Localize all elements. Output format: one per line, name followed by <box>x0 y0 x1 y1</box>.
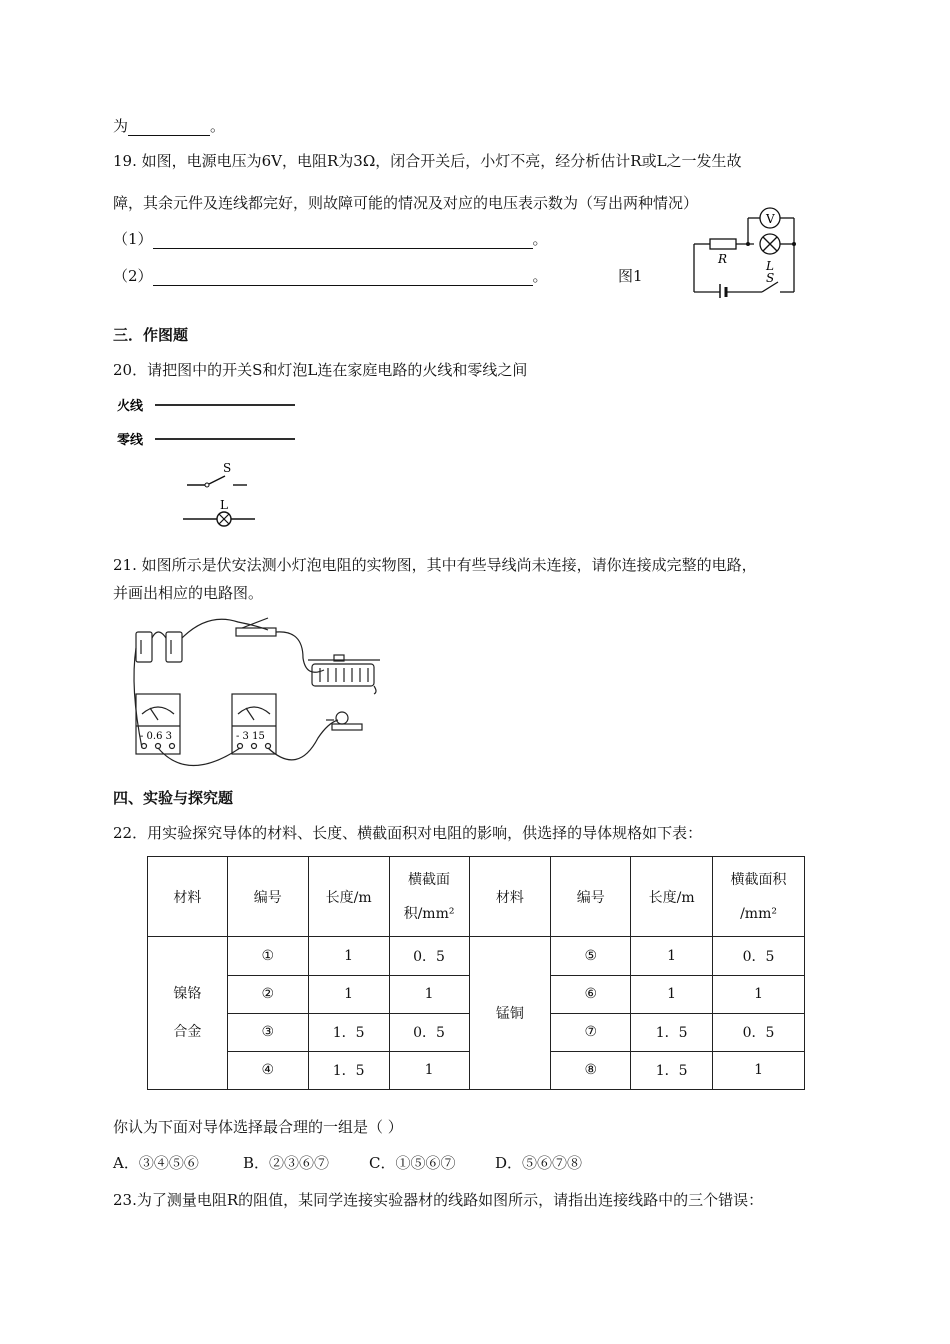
q22-text: 22．用实验探究导体的材料、长度、横截面积对电阻的影响，供选择的导体规格如下表： <box>113 824 703 842</box>
option-c[interactable]: C．①⑤⑥⑦ <box>369 1154 456 1172</box>
right-id: ⑦ <box>551 1013 631 1051</box>
q19-blank1-end: 。 <box>532 230 548 248</box>
header-id-left: 编号 <box>227 857 308 937</box>
resistor-symbol <box>710 239 736 249</box>
right-length: 1．5 <box>631 1013 713 1051</box>
battery-1 <box>136 632 152 662</box>
resistor-label: R <box>718 252 728 266</box>
q21-apparatus-figure <box>128 608 390 784</box>
live-wire-label: 火线 <box>117 399 144 414</box>
q21-line1: 21. 如图所示是伏安法测小灯泡电阻的实物图，其中有些导线尚未连接，请你连接成完整的电路， <box>113 556 757 574</box>
header-id-right: 编号 <box>551 857 631 937</box>
left-id: ① <box>227 937 308 975</box>
table-row <box>148 937 805 975</box>
switch-label: S <box>766 271 775 285</box>
voltmeter <box>232 694 276 754</box>
right-id: ⑥ <box>551 975 631 1013</box>
header-area-left-line2: 积/mm² <box>403 905 455 922</box>
q19-blank2-row <box>113 266 548 286</box>
right-length: 1 <box>631 937 713 975</box>
conductor-spec-table <box>147 856 805 1090</box>
q19-circuit-diagram <box>684 200 814 298</box>
q19-figure-label: 图1 <box>618 267 643 285</box>
left-length: 1 <box>308 975 389 1013</box>
left-area: 1 <box>389 975 469 1013</box>
ammeter-terminals: - 0.6 3 <box>140 731 173 742</box>
q19-blank2-label: （2） <box>113 267 153 285</box>
q18-answer-line <box>113 116 225 136</box>
header-material-left: 材料 <box>148 857 228 937</box>
left-area: 0．5 <box>389 937 469 975</box>
ammeter <box>136 694 180 754</box>
right-id: ⑤ <box>551 937 631 975</box>
q20-household-circuit <box>113 392 303 532</box>
header-area-right-line1: 横截面积 <box>730 871 787 888</box>
left-area: 1 <box>389 1051 469 1089</box>
q19-answer-blank-1[interactable] <box>153 232 533 249</box>
header-area-left <box>389 857 469 937</box>
header-area-left-line1: 横截面 <box>408 871 451 888</box>
left-material-line2: 合金 <box>173 1024 202 1041</box>
q19-blank1-label: （1） <box>113 230 153 248</box>
header-area-right-line2: /mm² <box>740 905 777 922</box>
section3-title: 三．作图题 <box>113 326 189 344</box>
table-header-row <box>148 857 805 937</box>
q20-lamp-label: L <box>220 498 228 512</box>
q20-switch-symbol <box>209 476 225 484</box>
header-area-right <box>713 857 805 937</box>
left-material-line1: 镍铬 <box>173 986 202 1003</box>
q19-line1: 19. 如图，电源电压为6V，电阻R为3Ω，闭合开关后，小灯不亮，经分析估计R或L之一发生故 <box>113 152 742 170</box>
right-area: 0．5 <box>713 937 805 975</box>
left-length: 1 <box>308 937 389 975</box>
neutral-wire-label: 零线 <box>117 433 144 448</box>
right-length: 1．5 <box>631 1051 713 1089</box>
q19-line2: 障，其余元件及连线都完好，则故障可能的情况及对应的电压表示数为（写出两种情况） <box>113 194 699 212</box>
q20-text: 20．请把图中的开关S和灯泡L连在家庭电路的火线和零线之间 <box>113 361 528 379</box>
lamp-label: L <box>766 259 774 273</box>
left-id: ③ <box>227 1013 308 1051</box>
voltmeter-terminals: - 3 15 <box>236 731 265 742</box>
left-length: 1．5 <box>308 1051 389 1089</box>
left-id: ② <box>227 975 308 1013</box>
q23-text: 23.为了测量电阻R的阻值，某同学连接实验器材的线路如图所示，请指出连接线路中的三个错误： <box>113 1191 764 1209</box>
q22-options <box>113 1153 582 1173</box>
right-id: ⑧ <box>551 1051 631 1089</box>
left-length: 1．5 <box>308 1013 389 1051</box>
q20-switch-label: S <box>223 461 232 475</box>
header-length-right: 长度/m <box>631 857 713 937</box>
option-a[interactable]: A．③④⑤⑥ <box>113 1154 199 1172</box>
small-lamp <box>336 712 348 724</box>
option-b[interactable]: B．②③⑥⑦ <box>243 1154 330 1172</box>
left-id: ④ <box>227 1051 308 1089</box>
header-material-right: 材料 <box>469 857 551 937</box>
battery-2 <box>166 632 182 662</box>
right-area: 1 <box>713 975 805 1013</box>
q19-answer-blank-2[interactable] <box>153 269 533 286</box>
knife-switch <box>236 628 276 636</box>
right-area: 0．5 <box>713 1013 805 1051</box>
q19-blank1-row <box>113 229 548 249</box>
right-length: 1 <box>631 975 713 1013</box>
q18-suffix: 。 <box>210 117 226 135</box>
rheostat <box>312 664 374 686</box>
q18-prefix: 为 <box>113 117 129 135</box>
option-d[interactable]: D．⑤⑥⑦⑧ <box>495 1154 583 1172</box>
left-area: 0．5 <box>389 1013 469 1051</box>
left-material-cell <box>148 937 228 1090</box>
q21-line2: 并画出相应的电路图。 <box>113 584 264 602</box>
voltmeter-label: V <box>766 212 775 226</box>
q18-answer-blank[interactable] <box>128 119 210 136</box>
section4-title: 四、实验与探究题 <box>113 789 234 807</box>
header-length-left: 长度/m <box>308 857 389 937</box>
right-area: 1 <box>713 1051 805 1089</box>
right-material-cell: 锰铜 <box>469 937 551 1090</box>
q19-blank2-end: 。 <box>532 267 548 285</box>
q22-question: 你认为下面对导体选择最合理的一组是（ ） <box>113 1118 403 1136</box>
